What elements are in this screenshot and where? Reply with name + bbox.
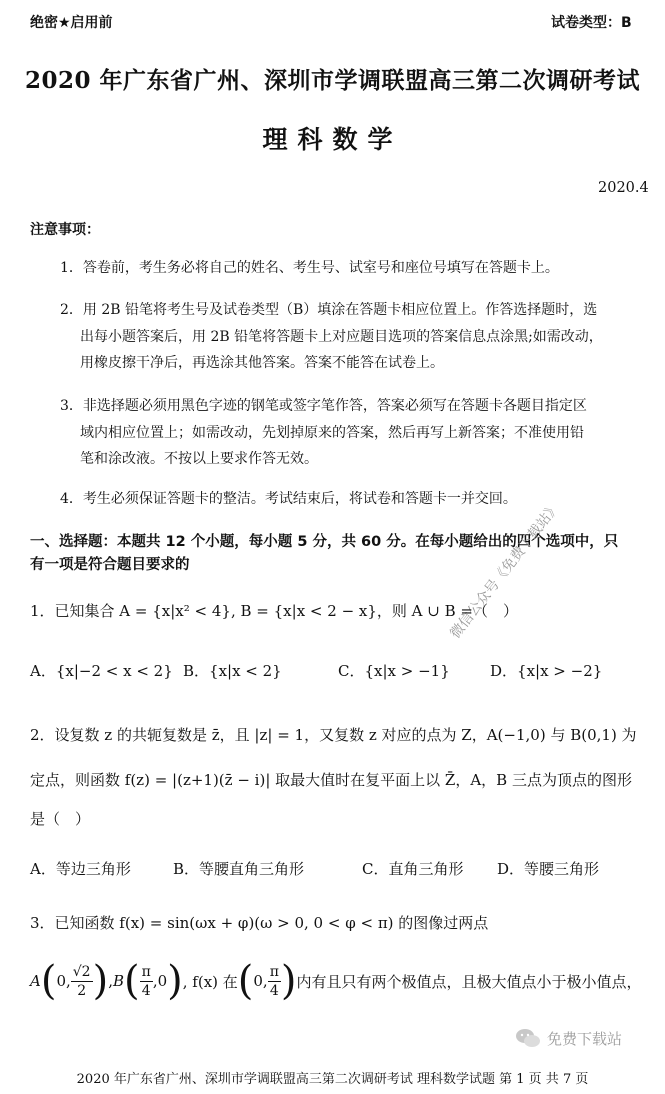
paper-type-label: 试卷类型：B xyxy=(551,15,632,31)
q3-sqrt2: √2 xyxy=(72,963,91,980)
q3-four-b: 4 xyxy=(269,982,279,999)
watermark-diagonal: 微信公众号《免费下载站》 xyxy=(447,499,564,642)
q1-option-d: D．{x|x > −2} xyxy=(490,662,603,680)
wechat-icon xyxy=(515,1027,541,1049)
note-item-2-line2: 出每小题答案后，用 2B 铅笔将答题卡上对应题目选项的答案信息点涂黑;如需改动， xyxy=(80,329,603,345)
q2-option-a: A．等边三角形 xyxy=(30,860,131,878)
q2-option-c: C．直角三角形 xyxy=(362,860,464,878)
q3-line2 xyxy=(30,950,642,1012)
exam-date: 2020.4 xyxy=(598,180,649,196)
q3-fx-in: , f(x) 在 xyxy=(182,972,238,991)
q3-zero: 0, xyxy=(56,972,71,990)
q1-option-c: C．{x|x > −1} xyxy=(338,662,450,680)
q1-option-a: A．{x|−2 < x < 2} xyxy=(30,662,173,680)
q3-paren-open-2: ( xyxy=(124,958,140,1004)
q3-point-a-label: A xyxy=(30,972,41,990)
secret-label: 绝密★启用前 xyxy=(30,15,113,31)
q3-zero2: 0, xyxy=(253,972,268,990)
page-footer: 2020 年广东省广州、深圳市学调联盟高三第二次调研考试 理科数学试题 第 1 页 共 7 页 xyxy=(76,1072,589,1087)
q3-line1: 3．已知函数 f(x) = sin(ωx + φ)(ω > 0, 0 < φ < π) 的图像过两点 xyxy=(30,914,489,932)
q2-line3: 是（ ） xyxy=(30,810,91,828)
note-item-1: 1．答卷前，考生务必将自己的姓名、考生号、试室号和座位号填写在答题卡上。 xyxy=(60,260,559,276)
q3-fraction-sqrt2-over-2 xyxy=(71,963,93,1000)
q3-comma: , xyxy=(108,972,113,990)
q3-paren-close-1: ) xyxy=(92,958,109,1004)
section1-heading-line1: 一、选择题：本题共 12 个小题，每小题 5 分，共 60 分。在每小题给出的四个选项中，只 xyxy=(30,534,619,550)
watermark-logo-text: 免费下载站 xyxy=(547,1029,623,1048)
q3-paren-close-2: ) xyxy=(167,958,183,1004)
section1-heading-line2: 有一项是符合题目要求的 xyxy=(30,557,190,573)
note-item-4: 4．考生必须保证答题卡的整洁。考试结束后，将试卷和答题卡一并交回。 xyxy=(60,491,517,507)
q3-fraction-pi-over-4 xyxy=(140,963,153,1000)
q3-paren-open-1: ( xyxy=(40,958,57,1004)
q3-four: 4 xyxy=(141,982,151,999)
q2-option-b: B．等腰直角三角形 xyxy=(173,860,305,878)
q2-option-d: D．等腰三角形 xyxy=(497,860,600,878)
q3-pi-b: π xyxy=(269,963,279,980)
q3-paren-open-3: ( xyxy=(237,958,254,1004)
watermark-logo xyxy=(515,1027,622,1049)
q3-tail: 内有且只有两个极值点，且极大值点小于极小值点， xyxy=(296,972,642,991)
exam-title: 2020 年广东省广州、深圳市学调联盟高三第二次调研考试 xyxy=(24,67,641,94)
q3-pi: π xyxy=(141,963,151,980)
q3-fraction-pi-over-4-b xyxy=(268,963,281,1000)
q3-paren-close-3: ) xyxy=(280,958,297,1004)
q2-line2: 定点，则函数 f(z) = |(z+1)(z̄ − i)| 取最大值时在复平面上以 Z̄，A，B 三点为顶点的图形 xyxy=(30,771,632,789)
q1-stem: 1．已知集合 A = {x|x² < 4}, B = {x|x < 2 − x}，则 A ∪ B =（ ） xyxy=(30,602,518,620)
note-item-3-line2: 域内相应位置上；如需改动，先划掉原来的答案，然后再写上新答案；不准使用铅 xyxy=(80,425,584,441)
note-item-3-line3: 笔和涂改液。不按以上要求作答无效。 xyxy=(80,451,318,467)
notes-heading: 注意事项： xyxy=(30,222,100,238)
q3-b-tail: ,0 xyxy=(152,972,168,990)
q1-option-b: B．{x|x < 2} xyxy=(183,662,282,680)
q3-point-b-label: B xyxy=(112,972,125,990)
note-item-2-line3: 用橡皮擦干净后，再选涂其他答案。答案不能答在试卷上。 xyxy=(80,355,444,371)
q3-two: 2 xyxy=(77,982,87,999)
q2-line1: 2．设复数 z 的共轭复数是 z̄，且 |z| = 1，又复数 z 对应的点为 Z，A(−1,0) 与 B(0,1) 为 xyxy=(30,726,637,744)
exam-subtitle: 理科数学 xyxy=(262,125,403,154)
note-item-2-line1: 2．用 2B 铅笔将考生号及试卷类型（B）填涂在答题卡相应位置上。作答选择题时，选 xyxy=(60,302,598,318)
note-item-3-line1: 3．非选择题必须用黑色字迹的钢笔或签字笔作答，答案必须写在答题卡各题目指定区 xyxy=(60,398,587,414)
